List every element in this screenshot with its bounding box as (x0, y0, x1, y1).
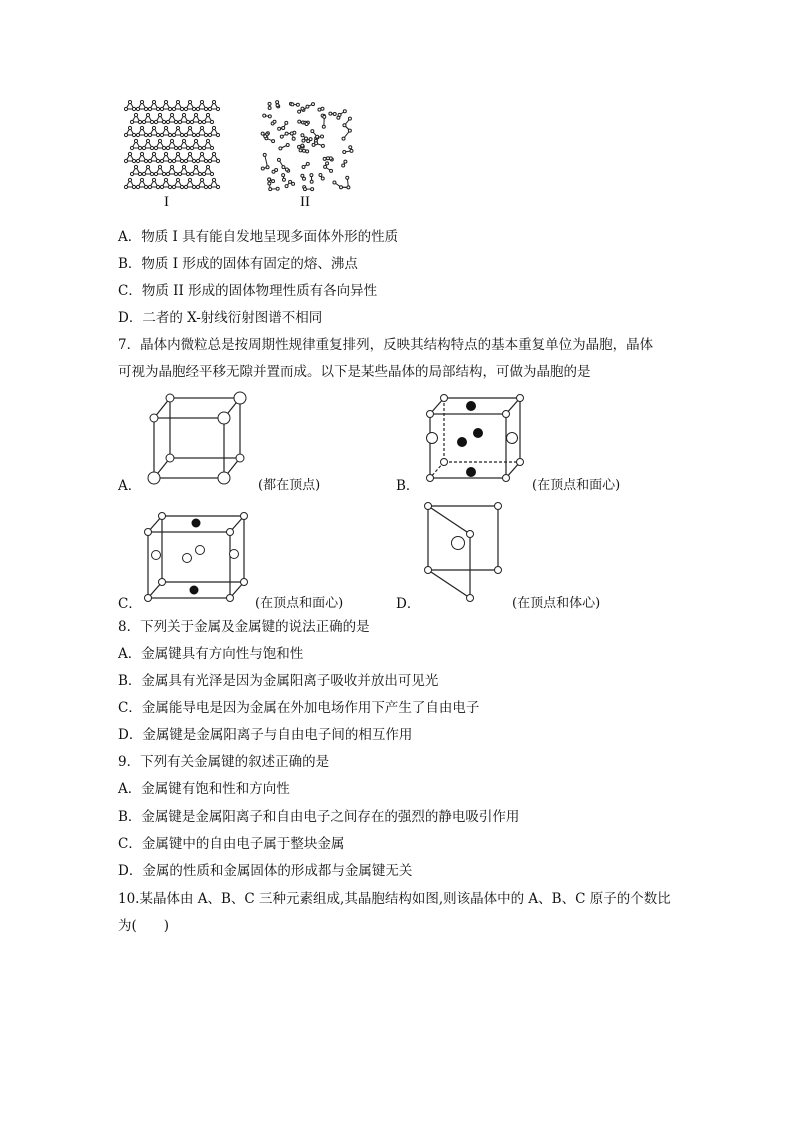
q7-cell-a (144, 390, 254, 490)
q9-option-a: A．金属键有饱和性和方向性 (118, 781, 290, 797)
q10-stem-line2: 为( ) (118, 918, 170, 934)
q8-option-d: D．金属键是金属阳离子与自由电子间的相互作用 (118, 727, 413, 743)
cube-a-image (144, 390, 254, 490)
structure-figure-disordered (258, 98, 358, 194)
q7-stem-line2: 可视为晶胞经平移无隙并置而成。以下是某些晶体的局部结构，可做为晶胞的是 (118, 364, 591, 380)
q7-option-c-letter: C． (118, 596, 142, 612)
q8-option-b: B．金属具有光泽是因为金属阳离子吸收并放出可见光 (118, 673, 439, 689)
q7-stem-line1: 7．晶体内微粒总是按周期性规律重复排列，反映其结构特点的基本重复单位为晶胞，晶体 (118, 337, 654, 353)
q6-option-c: C．物质 II 形成的固体物理性质有各向异性 (118, 283, 378, 299)
q6-option-d: D．二者的 X-射线衍射图谱不相同 (118, 310, 323, 326)
cube-c-image (140, 508, 250, 608)
cube-d-image (418, 498, 508, 608)
q8-option-c: C．金属能导电是因为金属在外加电场作用下产生了自由电子 (118, 700, 480, 716)
structure-figure-ordered (124, 100, 220, 192)
ordered-lattice-image (124, 100, 220, 192)
q9-option-b: B．金属键是金属阳离子和自由电子之间存在的强烈的静电吸引作用 (118, 809, 520, 825)
cube-b-image (420, 390, 530, 490)
figure-label-i: I (164, 194, 169, 210)
q7-option-d-caption: (在顶点和体心) (512, 596, 601, 611)
q7-cell-c (140, 508, 250, 608)
q8-option-a: A．金属键具有方向性与饱和性 (118, 646, 304, 662)
q10-stem-line1: 10.某晶体由 A、B、C 三种元素组成,其晶胞结构如图,则该晶体中的 A、B、C 原子的个数比 (118, 891, 671, 907)
q7-cell-b (420, 390, 530, 490)
q7-option-a-letter: A． (118, 478, 142, 494)
q6-option-a: A．物质 I 具有能自发地呈现多面体外形的性质 (118, 229, 399, 245)
q7-cell-d (418, 498, 508, 608)
q7-option-a-caption: (都在顶点) (258, 478, 321, 493)
q7-option-d-letter: D． (396, 596, 421, 612)
q7-option-b-caption: (在顶点和面心) (532, 478, 621, 493)
disordered-network-image (258, 98, 358, 194)
q7-option-c-caption: (在顶点和面心) (255, 596, 344, 611)
q9-option-d: D．金属的性质和金属固体的形成都与金属键无关 (118, 863, 413, 879)
q9-stem: 9．下列有关金属键的叙述正确的是 (118, 754, 330, 770)
q8-stem: 8．下列关于金属及金属键的说法正确的是 (118, 619, 370, 635)
q6-option-b: B．物质 I 形成的固体有固定的熔、沸点 (118, 256, 358, 272)
figure-label-ii: II (300, 194, 310, 210)
q9-option-c: C．金属键中的自由电子属于整块金属 (118, 836, 345, 852)
q7-option-b-letter: B． (396, 478, 420, 494)
